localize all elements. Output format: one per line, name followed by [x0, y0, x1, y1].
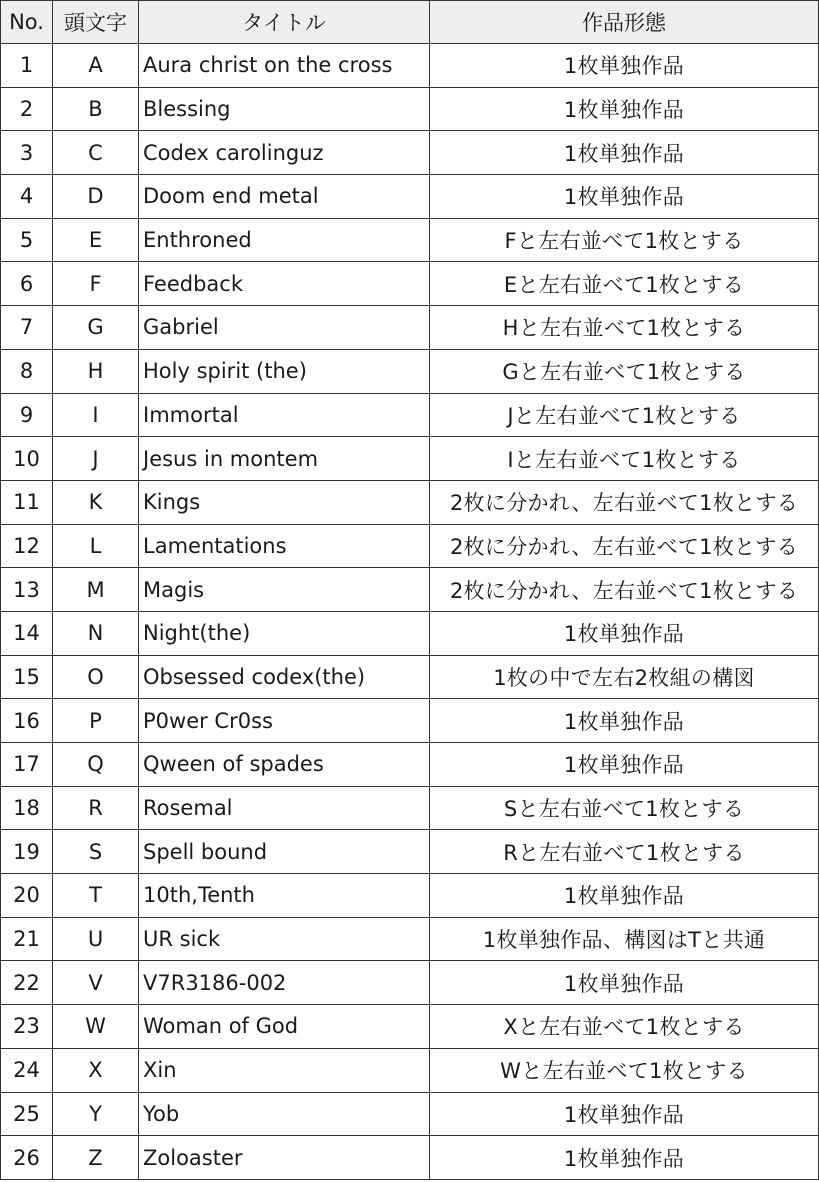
row-form: 1枚単独作品	[430, 131, 819, 175]
row-title: Immortal	[139, 393, 430, 437]
row-form: Eと左右並べて1枚とする	[430, 262, 819, 306]
table-row	[1, 480, 819, 524]
row-form: Xと左右並べて1枚とする	[430, 1005, 819, 1049]
row-title: Kings	[139, 480, 430, 524]
row-initial: E	[53, 218, 139, 262]
header-no: No.	[1, 1, 53, 44]
row-title: Holy spirit (the)	[139, 349, 430, 393]
row-number: 12	[1, 524, 53, 568]
row-initial: N	[53, 611, 139, 655]
header-title: タイトル	[139, 1, 430, 44]
table-row	[1, 917, 819, 961]
row-title: Rosemal	[139, 786, 430, 830]
header-form: 作品形態	[430, 1, 819, 44]
row-initial: S	[53, 830, 139, 874]
table-row	[1, 568, 819, 612]
row-number: 25	[1, 1092, 53, 1136]
table-row	[1, 786, 819, 830]
row-number: 16	[1, 699, 53, 743]
table-row	[1, 131, 819, 175]
row-number: 1	[1, 44, 53, 88]
header-initial: 頭文字	[53, 1, 139, 44]
table-row	[1, 1092, 819, 1136]
row-initial: B	[53, 87, 139, 131]
row-form: 1枚単独作品、構図はTと共通	[430, 917, 819, 961]
table-row	[1, 393, 819, 437]
row-form: Fと左右並べて1枚とする	[430, 218, 819, 262]
row-form: 2枚に分かれ、左右並べて1枚とする	[430, 480, 819, 524]
row-form: 2枚に分かれ、左右並べて1枚とする	[430, 524, 819, 568]
row-title: UR sick	[139, 917, 430, 961]
table-row	[1, 655, 819, 699]
row-title: Gabriel	[139, 306, 430, 350]
row-initial: P	[53, 699, 139, 743]
table-row	[1, 175, 819, 219]
row-number: 14	[1, 611, 53, 655]
table-row	[1, 611, 819, 655]
row-initial: J	[53, 437, 139, 481]
row-title: Xin	[139, 1048, 430, 1092]
row-title: Aura christ on the cross	[139, 44, 430, 88]
row-title: Spell bound	[139, 830, 430, 874]
table-row	[1, 1005, 819, 1049]
row-form: 2枚に分かれ、左右並べて1枚とする	[430, 568, 819, 612]
row-initial: T	[53, 874, 139, 918]
row-number: 15	[1, 655, 53, 699]
row-title: Woman of God	[139, 1005, 430, 1049]
row-title: Blessing	[139, 87, 430, 131]
row-number: 4	[1, 175, 53, 219]
row-initial: C	[53, 131, 139, 175]
row-form: Iと左右並べて1枚とする	[430, 437, 819, 481]
table-row	[1, 699, 819, 743]
row-title: Qween of spades	[139, 743, 430, 787]
row-form: Wと左右並べて1枚とする	[430, 1048, 819, 1092]
row-form: Sと左右並べて1枚とする	[430, 786, 819, 830]
row-number: 6	[1, 262, 53, 306]
row-initial: W	[53, 1005, 139, 1049]
row-form: 1枚単独作品	[430, 87, 819, 131]
row-number: 22	[1, 961, 53, 1005]
row-form: 1枚単独作品	[430, 699, 819, 743]
row-title: Jesus in montem	[139, 437, 430, 481]
table-row	[1, 218, 819, 262]
row-initial: A	[53, 44, 139, 88]
row-number: 17	[1, 743, 53, 787]
row-form: 1枚の中で左右2枚組の構図	[430, 655, 819, 699]
row-form: 1枚単独作品	[430, 175, 819, 219]
table-row	[1, 1048, 819, 1092]
row-number: 21	[1, 917, 53, 961]
row-initial: X	[53, 1048, 139, 1092]
row-initial: M	[53, 568, 139, 612]
row-number: 3	[1, 131, 53, 175]
row-number: 19	[1, 830, 53, 874]
table-body	[1, 44, 819, 1180]
row-title: V7R3186-002	[139, 961, 430, 1005]
table-row	[1, 349, 819, 393]
row-number: 8	[1, 349, 53, 393]
row-form: Hと左右並べて1枚とする	[430, 306, 819, 350]
row-number: 23	[1, 1005, 53, 1049]
header-row	[1, 1, 819, 44]
row-form: 1枚単独作品	[430, 961, 819, 1005]
row-form: 1枚単独作品	[430, 743, 819, 787]
row-form: Gと左右並べて1枚とする	[430, 349, 819, 393]
table-row	[1, 524, 819, 568]
table-row	[1, 961, 819, 1005]
row-initial: R	[53, 786, 139, 830]
row-initial: V	[53, 961, 139, 1005]
row-title: Enthroned	[139, 218, 430, 262]
row-initial: Y	[53, 1092, 139, 1136]
row-title: Obsessed codex(the)	[139, 655, 430, 699]
row-number: 18	[1, 786, 53, 830]
row-initial: L	[53, 524, 139, 568]
row-title: Feedback	[139, 262, 430, 306]
table-row	[1, 437, 819, 481]
table-row	[1, 262, 819, 306]
row-number: 9	[1, 393, 53, 437]
row-number: 20	[1, 874, 53, 918]
row-initial: U	[53, 917, 139, 961]
row-initial: G	[53, 306, 139, 350]
row-number: 26	[1, 1136, 53, 1180]
row-number: 13	[1, 568, 53, 612]
table-row	[1, 44, 819, 88]
row-initial: I	[53, 393, 139, 437]
row-title: Night(the)	[139, 611, 430, 655]
row-title: P0wer Cr0ss	[139, 699, 430, 743]
row-title: Magis	[139, 568, 430, 612]
table-row	[1, 874, 819, 918]
row-form: Rと左右並べて1枚とする	[430, 830, 819, 874]
row-initial: F	[53, 262, 139, 306]
row-title: Zoloaster	[139, 1136, 430, 1180]
row-number: 7	[1, 306, 53, 350]
row-form: 1枚単独作品	[430, 1136, 819, 1180]
row-initial: Q	[53, 743, 139, 787]
table-row	[1, 830, 819, 874]
table-row	[1, 743, 819, 787]
table-row	[1, 87, 819, 131]
row-initial: K	[53, 480, 139, 524]
table-row	[1, 1136, 819, 1180]
row-initial: H	[53, 349, 139, 393]
row-title: Yob	[139, 1092, 430, 1136]
row-title: Lamentations	[139, 524, 430, 568]
row-number: 10	[1, 437, 53, 481]
row-number: 2	[1, 87, 53, 131]
row-form: 1枚単独作品	[430, 1092, 819, 1136]
row-number: 11	[1, 480, 53, 524]
row-initial: Z	[53, 1136, 139, 1180]
row-title: 10th,Tenth	[139, 874, 430, 918]
row-title: Doom end metal	[139, 175, 430, 219]
row-form: 1枚単独作品	[430, 44, 819, 88]
row-title: Codex carolinguz	[139, 131, 430, 175]
row-form: 1枚単独作品	[430, 874, 819, 918]
table-row	[1, 306, 819, 350]
row-initial: O	[53, 655, 139, 699]
row-number: 24	[1, 1048, 53, 1092]
row-form: Jと左右並べて1枚とする	[430, 393, 819, 437]
row-number: 5	[1, 218, 53, 262]
row-initial: D	[53, 175, 139, 219]
row-form: 1枚単独作品	[430, 611, 819, 655]
